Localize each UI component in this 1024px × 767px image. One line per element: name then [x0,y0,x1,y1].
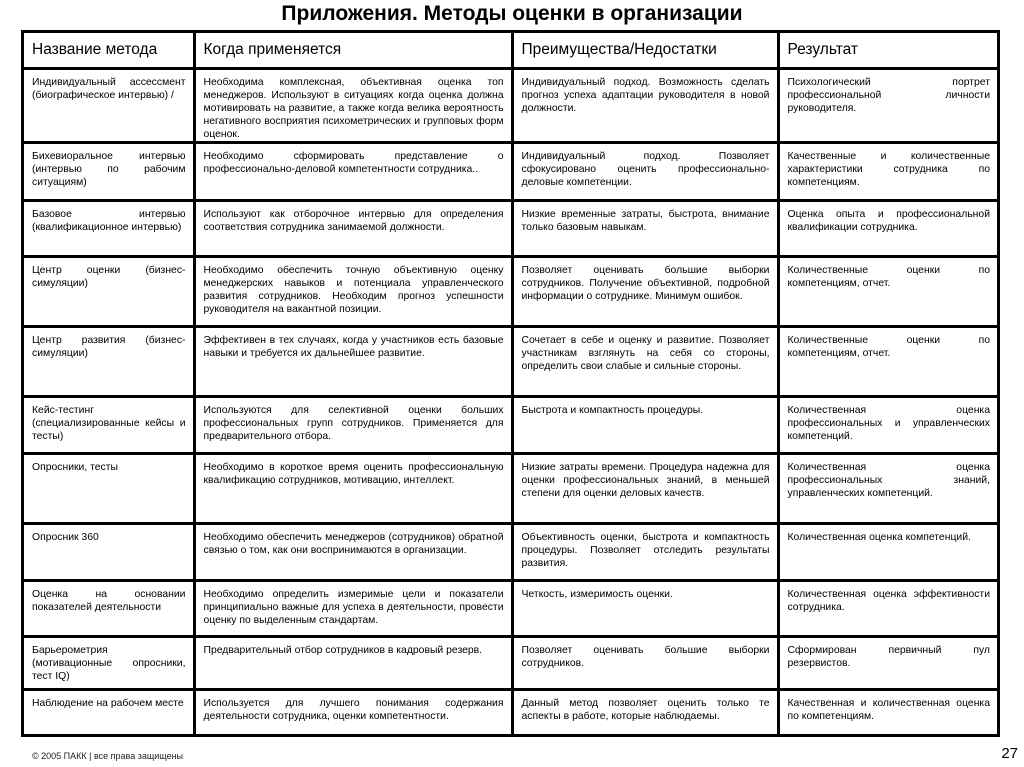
cell-when: Необходимо сформировать представление о профессионально-деловой компетентности сотрудника.. [194,143,512,201]
cell-method: Индивидуальный ассессмент (биографическое интервью) / [24,69,194,143]
cell-method: Бихевиоральное интервью (интервью по рабочим ситуациям) [24,143,194,201]
cell-method: Опросники, тесты [24,454,194,524]
table-row [24,690,997,734]
header-pros-cons: Преимущества/Недостатки [512,33,778,69]
table-row [24,524,997,581]
methods-table-frame [21,30,1000,737]
cell-when: Используют как отборочное интервью для определения соответствия сотрудника занимаемой должности. [194,201,512,257]
copyright-footer: © 2005 ПАКК | все права защищены [32,751,184,761]
cell-result: Психологический портрет профессиональной личности руководителя. [778,69,997,143]
cell-result: Качественные и количественные характеристики сотрудника по компетенциям. [778,143,997,201]
cell-result: Количественные оценки по компетенциям, отчет. [778,327,997,397]
methods-table [24,33,997,734]
cell-result: Качественная и количественная оценка по компетенциям. [787,698,990,722]
table-row [24,201,997,257]
cell-pros-cons: Сочетает в себе и оценку и развитие. Позволяет участникам взглянуть на себя со стороны, определить свои слабые и сильные стороны. [512,327,778,397]
page-title: Приложения. Методы оценки в организации [281,2,743,25]
cell-when: Необходимо обеспечить точную объективную оценку менеджерских навыков и потенциала управленческого развития сотрудников. Необходим прогноз успешности руководителя на вакантной позиции. [194,257,512,327]
table-row [24,257,997,327]
header-result: Результат [778,33,997,69]
cell-when: Необходима комплексная, объективная оценка топ менеджеров. Используют в ситуациях когда оценка должна мотивировать на развитие, а также когда велика вероятность негативного восприятия психометрических и групповых форм оценок. [194,69,512,143]
cell-when: Предварительный отбор сотрудников в кадровый резерв. [194,637,512,690]
cell-when: Эффективен в тех случаях, когда у участников есть базовые навыки и требуется их дальнейшее развитие. [194,327,512,397]
table-row [24,454,997,524]
cell-result: Количественная оценка эффективности сотрудника. [778,581,997,637]
cell-result: Сформирован первичный пул резервистов. [778,637,997,690]
cell-when: Необходимо определить измеримые цели и показатели принципиально важные для успеха в деятельности, провести оценку по выделенным стандартам. [194,581,512,637]
cell-method: Барьерометрия (мотивационные опросники, тест IQ) [24,637,194,690]
table-row [24,581,997,637]
cell-pros-cons: Индивидуальный подход. Возможность сделать прогноз успеха адаптации руководителя в новой должности. [512,69,778,143]
cell-result: Оценка опыта и профессиональной квалификации сотрудника. [778,201,997,257]
page-number: 27 [1001,745,1018,762]
cell-when: Используется для лучшего понимания содержания деятельности сотрудника, оценки компетентности. [194,690,512,734]
cell-result: Количественная оценка профессиональных и управленческих компетенций. [778,397,997,454]
table-header-row [24,33,997,69]
cell-result: Количественная оценка компетенций. [778,524,997,581]
cell-method: Базовое интервью (квалификационное интервью) [24,201,194,257]
cell-pros-cons: Быстрота и компактность процедуры. [512,397,778,454]
cell-pros-cons: Позволяет оценивать большие выборки сотрудников. Получение объективной, подробной информации о сотруднике. Минимум ошибок. [512,257,778,327]
cell-method: Опросник 360 [24,524,194,581]
header-method-name: Название метода [24,33,194,69]
table-row [24,143,997,201]
cell-method: Кейс-тестинг (специализированные кейсы и тесты) [24,397,194,454]
cell-pros-cons: Низкие затраты времени. Процедура надежна для оценки профессиональных знаний, в меньшей степени для оценки деловых качеств. [512,454,778,524]
cell-pros-cons: Низкие временные затраты, быстрота, внимание только базовым навыкам. [512,201,778,257]
cell-when: Необходимо обеспечить менеджеров (сотрудников) обратной связью о том, как они воспринимаются в организации. [194,524,512,581]
table-row [24,637,997,690]
cell-method: Центр развития (бизнес-симуляции) [24,327,194,397]
cell-method: Центр оценки (бизнес-симуляции) [24,257,194,327]
cell-method: Оценка на основании показателей деятельности [24,581,194,637]
table-row [24,69,997,143]
cell-pros-cons: Индивидуальный подход. Позволяет сфокусировано оценить профессионально-деловые компетенции. [512,143,778,201]
cell-pros-cons: Позволяет оценивать большие выборки сотрудников. [512,637,778,690]
cell-when: Используются для селективной оценки больших профессиональных групп сотрудников. Применяется для предварительного отбора. [194,397,512,454]
cell-pros-cons: Объективность оценки, быстрота и компактность процедуры. Позволяет отследить результаты развития. [512,524,778,581]
cell-when: Необходимо в короткое время оценить профессиональную квалификацию сотрудников, мотивацию, интеллект. [194,454,512,524]
cell-method: Наблюдение на рабочем месте [24,690,194,734]
table-row [24,397,997,454]
cell-result: Количественные оценки по компетенциям, отчет. [778,257,997,327]
table-row [24,327,997,397]
cell-pros-cons: Данный метод позволяет оценить только те аспекты в работе, которые наблюдаемы. [512,690,778,734]
header-when-applied: Когда применяется [194,33,512,69]
cell-pros-cons: Четкость, измеримость оценки. [512,581,778,637]
cell-result: Количественная оценка профессиональных знаний, управленческих компетенций. [778,454,997,524]
